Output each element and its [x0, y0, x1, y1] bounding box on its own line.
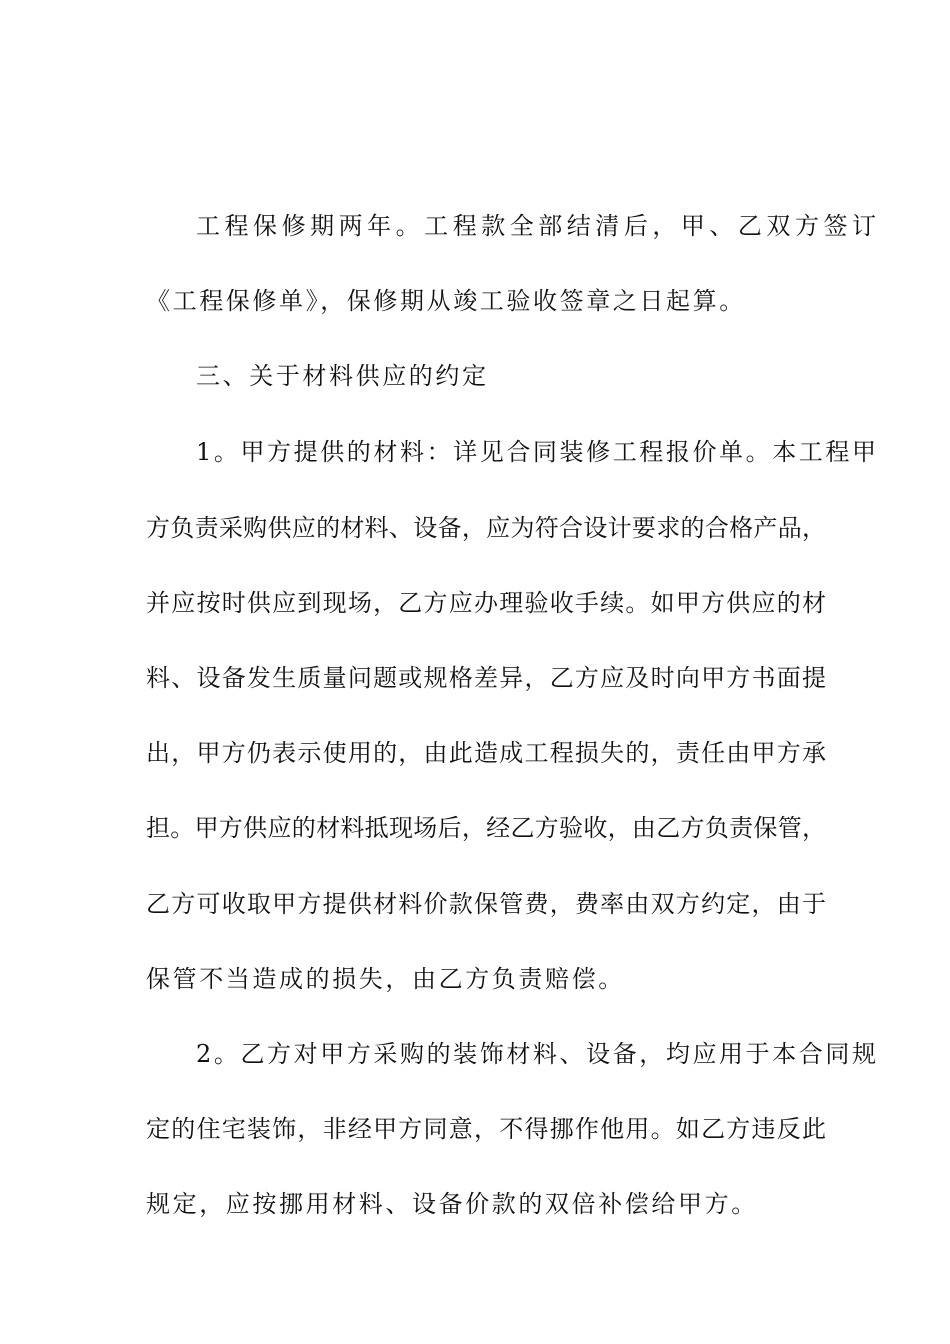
paragraph-1-line-8: 保管不当造成的损失，由乙方负责赔偿。: [146, 965, 625, 993]
paragraph-1-line-4: 料、设备发生质量问题或规格差异，乙方应及时向甲方书面提: [146, 664, 826, 692]
paragraph-1-line-1: 1。甲方提供的材料：详见合同装修工程报价单。本工程甲: [196, 438, 876, 466]
paragraph-1-line-7: 乙方可收取甲方提供材料价款保管费，费率由双方约定，由于: [146, 890, 826, 918]
paragraph-1-line-5: 出，甲方仍表示使用的，由此造成工程损失的，责任由甲方承: [146, 739, 826, 767]
paragraph-2-line-2: 定的住宅装饰，非经甲方同意，不得挪作他用。如乙方违反此: [146, 1115, 826, 1143]
paragraph-1-line-3: 并应按时供应到现场，乙方应办理验收手续。如甲方供应的材: [146, 589, 826, 617]
paragraph-1-line-6: 担。甲方供应的材料抵现场后，经乙方验收，由乙方负责保管，: [146, 814, 826, 842]
paragraph-2-line-1: 2。乙方对甲方采购的装饰材料、设备，均应用于本合同规: [196, 1040, 876, 1068]
paragraph-warranty-line-1: 工程保修期两年。工程款全部结清后，甲、乙双方签订: [196, 212, 876, 240]
paragraph-1-line-2: 方负责采购供应的材料、设备，应为符合设计要求的合格产品，: [146, 514, 826, 542]
paragraph-2-line-3: 规定，应按挪用材料、设备价款的双倍补偿给甲方。: [146, 1190, 758, 1218]
section-heading-material-supply: 三、关于材料供应的约定: [196, 362, 489, 390]
paragraph-warranty-line-2: 《工程保修单》，保修期从竣工验收签章之日起算。: [146, 287, 746, 315]
